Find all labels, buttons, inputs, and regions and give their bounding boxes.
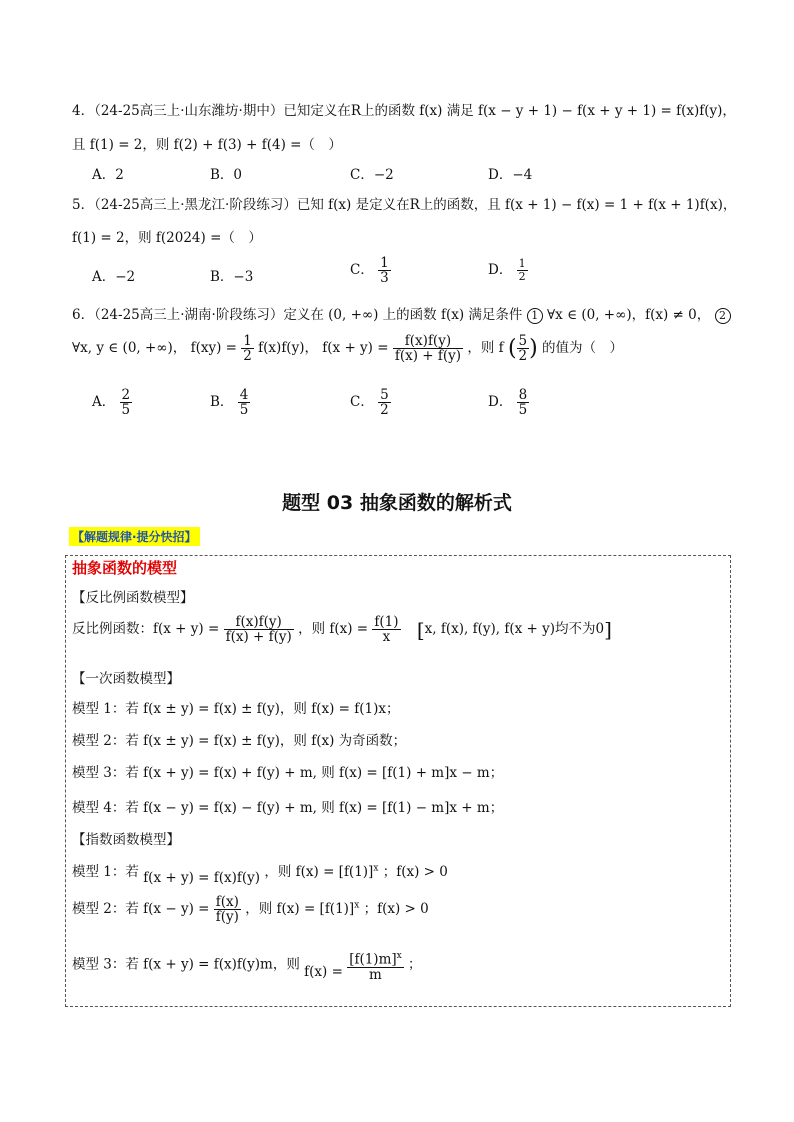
section-title: 题型 03 抽象函数的解析式 [282, 492, 512, 514]
question-5-line-1: 5．（24-25高三上·黑龙江·阶段练习）已知 f(x) 是定义在R上的函数，且 f(x + 1) − f(x) = 1 + f(x + 1)f(x)， [72, 197, 737, 213]
option-label: D． [488, 394, 513, 411]
question-4-line-2: 且 f(1) = 2，则 f(2) + f(3) + f(4) =（ ） [72, 137, 342, 153]
exp1-lead: 模型 1：若 [72, 864, 139, 880]
question-5-line-2: f(1) = 2，则 f(2024) =（ ） [72, 230, 262, 246]
fraction-numerator: 1 [380, 255, 389, 271]
fraction [214, 895, 241, 924]
fraction-denominator: 5 [518, 402, 528, 419]
fraction-denominator: x [382, 629, 391, 646]
fraction-denominator: f(x) + f(y) [394, 348, 462, 365]
question-4-option-a: A．2 [92, 167, 124, 183]
question-6-option-b [210, 388, 250, 417]
fraction-denominator: f(y) [215, 909, 239, 926]
box-heading: 抽象函数的模型 [72, 559, 178, 577]
exp3-end: ； [408, 956, 422, 973]
inverse-model-title: 【反比例函数模型】 [72, 590, 194, 606]
fraction [393, 334, 463, 363]
exponential-model-1 [72, 860, 448, 886]
question-6-line-2 [72, 334, 623, 363]
left-paren: ( [507, 336, 517, 362]
right-bracket: ] [604, 617, 612, 642]
exp3-exponent: x [396, 951, 402, 961]
fraction [241, 334, 254, 363]
fraction-numerator: f(x)f(y) [224, 615, 294, 630]
fraction-denominator: 2 [380, 402, 389, 419]
fraction [517, 258, 528, 282]
question-5-option-d [488, 258, 528, 283]
linear-model-2: 模型 2：若 f(x ± y) = f(x) ± f(y)，则 f(x) 为奇函数； [72, 733, 407, 749]
fraction-denominator: m [369, 966, 382, 983]
linear-model-4: 模型 4：若 f(x − y) = f(x) − f(y) + m, 则 f(x) = [f(1) − m]x + m； [72, 800, 504, 816]
fraction-numerator: 1 [243, 333, 252, 349]
question-6-option-c [350, 388, 391, 417]
fraction-denominator: 5 [121, 402, 131, 419]
fraction [517, 388, 530, 417]
question-6-option-a [92, 388, 132, 417]
question-6-line-1 [72, 303, 731, 324]
exp2-lead: 模型 2：若 f(x − y) = [72, 901, 210, 918]
option-label: D． [488, 262, 513, 278]
exp3-result: f(x) = [304, 964, 343, 981]
option-label: B． [210, 394, 234, 411]
option-label: C． [350, 394, 374, 411]
linear-model-title: 【一次函数模型】 [72, 671, 180, 687]
left-bracket: [ [416, 617, 425, 642]
exponential-model-2 [72, 895, 429, 924]
inverse-model-row [72, 615, 612, 644]
fraction-denominator: 3 [380, 270, 389, 287]
exponential-model-3 [72, 950, 422, 983]
question-5-option-b: B．−3 [210, 269, 254, 285]
condition-2-domain: ∀x, y ∈ (0, +∞)， [72, 340, 187, 357]
fraction-numerator: 5 [380, 387, 389, 403]
exp1-condition: f(x + y) = f(x)f(y) [143, 870, 261, 886]
question-4-option-b: B．0 [210, 167, 243, 183]
exponential-model-title: 【指数函数模型】 [72, 832, 180, 848]
circled-number-2: 2 [715, 308, 731, 324]
exp2-exponent: x [354, 900, 360, 911]
question-6-ask: ，则 f [467, 340, 504, 357]
option-label: A． [92, 394, 116, 411]
fraction-numerator: 2 [121, 387, 131, 403]
fraction-numerator: 5 [518, 333, 528, 349]
question-6-stem: 6．（24-25高三上·湖南·阶段练习）定义在 (0, +∞) 上的函数 f(x) 满足条件 [72, 307, 523, 323]
fraction-numerator: 1 [518, 257, 526, 271]
linear-model-3: 模型 3：若 f(x + y) = f(x) + f(y) + m, 则 f(x) = [f(1) + m]x − m； [72, 765, 504, 781]
circled-number-1: 1 [527, 308, 543, 324]
fraction [238, 388, 251, 417]
fraction-numerator: f(x)f(y) [393, 334, 463, 349]
condition-2-lhs: f(xy) = [190, 340, 237, 357]
linear-model-1: 模型 1：若 f(x ± y) = f(x) ± f(y)，则 f(x) = f(1)x； [72, 701, 400, 717]
fraction [120, 388, 133, 417]
tip-tag: 【解题规律·提分快招】 [69, 527, 200, 546]
exp1-exponent: x [373, 863, 379, 874]
fraction [372, 615, 400, 644]
fraction [517, 334, 530, 363]
fraction-denominator: 2 [518, 270, 526, 283]
exp2-result: ，则 f(x) = [f(1)] [245, 901, 355, 918]
inverse-tail: x, f(x), f(y), f(x + y)均不为0 [424, 621, 605, 638]
exp1-tail: ；f(x) > 0 [382, 864, 448, 880]
inverse-mid: ，则 f(x) = [298, 621, 369, 638]
fraction-numerator: 4 [239, 387, 249, 403]
fraction-denominator: 5 [239, 402, 249, 419]
question-5-option-a: A．−2 [92, 269, 136, 285]
exp3-lead: 模型 3：若 f(x + y) = f(x)f(y)m，则 [72, 956, 300, 973]
inverse-lead: 反比例函数：f(x + y) = [72, 621, 220, 638]
fraction-numerator: 8 [518, 387, 528, 403]
fraction [378, 256, 391, 285]
question-6-option-d [488, 388, 529, 417]
fraction-denominator: 2 [518, 348, 528, 365]
fraction-denominator: f(x) + f(y) [225, 629, 292, 646]
option-label: C． [350, 262, 374, 279]
right-paren: ) [529, 336, 538, 362]
exp2-tail: ；f(x) > 0 [363, 901, 429, 918]
fraction-denominator: 2 [243, 348, 252, 365]
fraction-numerator: f(x) [214, 895, 241, 910]
question-5-option-c [350, 256, 391, 285]
fraction [224, 615, 294, 644]
question-6-tail: 的值为（ ） [542, 340, 624, 357]
fraction [378, 388, 391, 417]
question-4-line-1: 4．（24-25高三上·山东潍坊·期中）已知定义在R上的函数 f(x) 满足 f(x − y + 1) − f(x + y + 1) = f(x)f(y)， [72, 103, 736, 119]
exp3-numerator: [f(1)m] [349, 951, 397, 968]
condition-1: ∀x ∈ (0, +∞)，f(x) ≠ 0， [547, 307, 711, 323]
condition-2-rhs: f(x)f(y)， [258, 340, 318, 357]
fraction [347, 952, 404, 982]
question-4-option-d: D．−4 [488, 167, 533, 183]
question-4-option-c: C．−2 [350, 167, 394, 183]
condition-3-lhs: f(x + y) = [322, 340, 389, 357]
exp1-result: ，则 f(x) = [f(1)] [264, 864, 374, 880]
fraction-numerator [347, 952, 404, 968]
fraction-numerator: f(1) [374, 614, 399, 630]
